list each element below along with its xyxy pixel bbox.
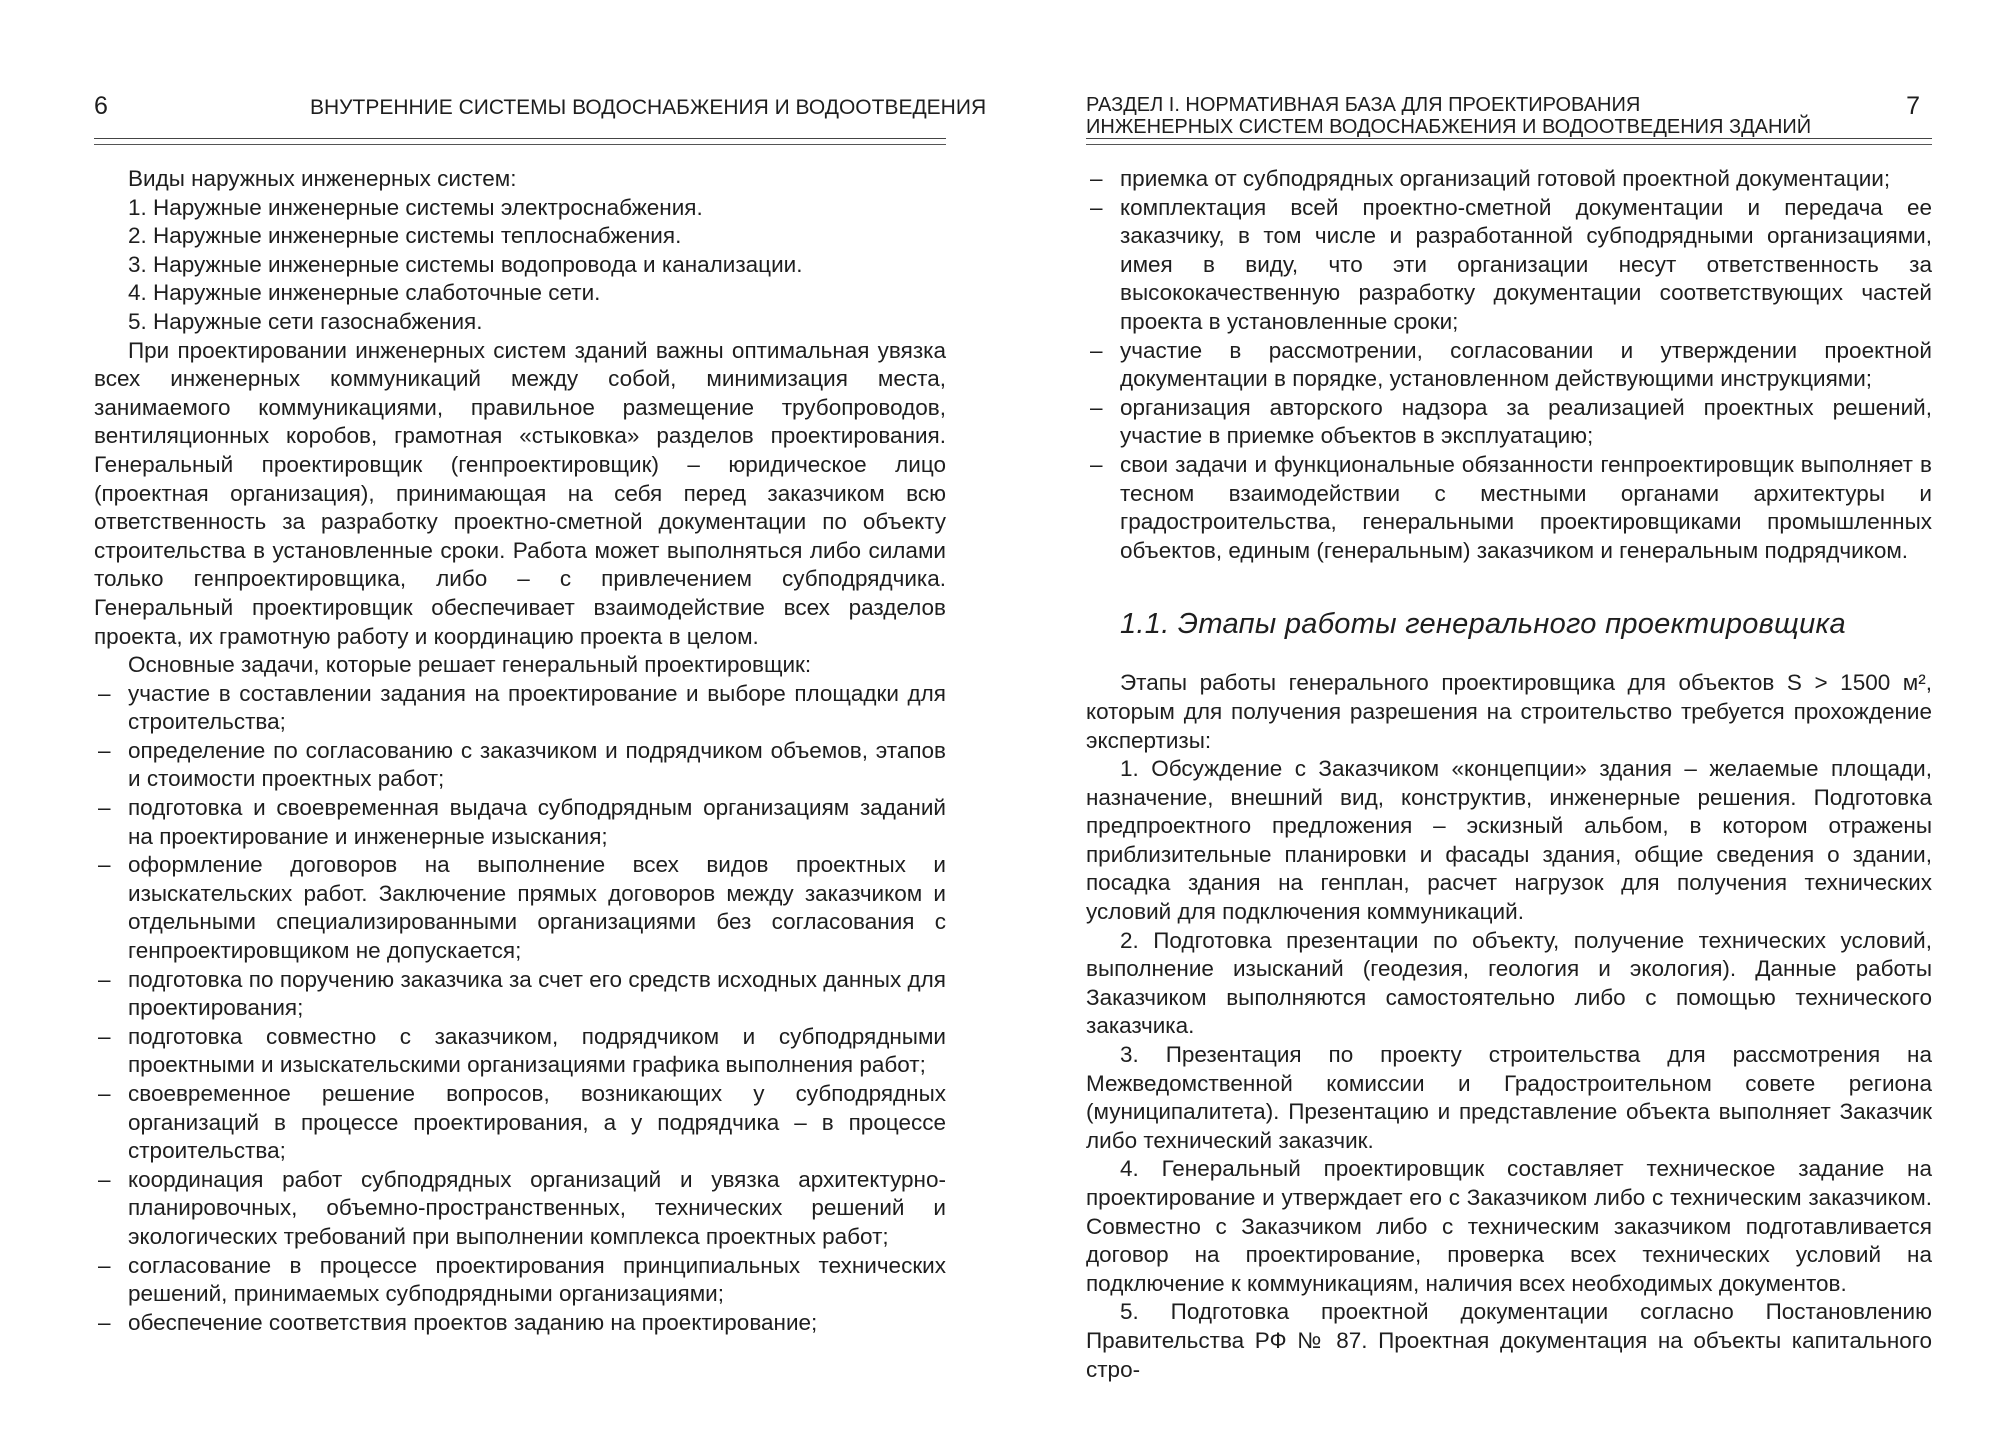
tasks-list (94, 680, 946, 1338)
types-intro: Виды наружных инженерных систем: (128, 166, 517, 191)
list-item: – подготовка по поручению заказчика за счет его средств исходных данных для проектирования; (94, 966, 946, 1023)
list-item: – подготовка совместно с заказчиком, подрядчиком и субподрядными проектными и изыскательскими организациями графика выполнения работ; (94, 1023, 946, 1080)
list-item: 1. Наружные инженерные системы электроснабжения. (128, 194, 703, 220)
list-item: 2. Наружные инженерные системы теплоснабжения. (128, 223, 682, 249)
list-item: – оформление договоров на выполнение всех видов проектных и изыскательских работ. Заключение прямых договоров между заказчиком и отдельными специализированными организациями без согласования с генпроектировщиком не допускается; (94, 851, 946, 965)
tasks-list-continued (1086, 165, 1932, 565)
page-number: 6 (94, 92, 108, 120)
running-head-line: РАЗДЕЛ I. НОРМАТИВНАЯ БАЗА ДЛЯ ПРОЕКТИРОВАНИЯ (1086, 94, 1641, 116)
stage-item: 1. Обсуждение с Заказчиком «концепции» здания – желаемые площади, назначение, внешний вид, конструктив, инженерные решения. Подготовка предпроектного предложения – эскизный альбом, в котором отражены приблизительные планировки и фасады здания, общие сведения о здании, посадка здания на генплан, расчет нагрузок для получения технических условий для подключения коммуникаций. (1086, 756, 1932, 925)
stage-item: 2. Подготовка презентации по объекту, получение технических условий, выполнение изысканий (геодезия, геология и экология). Данные работы Заказчиком выполняются самостоятельно либо с помощью технического заказчика. (1086, 927, 1932, 1039)
list-item: – участие в составлении задания на проектирование и выборе площадки для строительства; (94, 680, 946, 737)
header-rule (94, 138, 946, 139)
list-item: 5. Наружные сети газоснабжения. (128, 308, 483, 334)
header-rule (1086, 144, 1932, 145)
list-item: – своевременное решение вопросов, возникающих у субподрядных организаций в процессе проектирования, а у подрядчика – в процессе строительства; (94, 1080, 946, 1166)
list-item: – комплектация всей проектно-сметной документации и передача ее заказчику, в том числе и разработанной субподрядными организациями, имея в виду, что эти организации несут ответственность за высококачественную разработку документации соответствующих частей проекта в установленные сроки; (1086, 194, 1932, 337)
running-head (1086, 94, 1811, 138)
right-page (1000, 0, 2000, 1446)
stage-item: 3. Презентация по проекту строительства для рассмотрения на Межведомственной комиссии и Градостроительном совете региона (муниципалитета). Презентацию и представление объекта выполняет Заказчик либо технический заказчик. (1086, 1042, 1932, 1153)
paragraph: При проектировании инженерных систем зданий важны оптимальная увязка всех инженерных коммуникаций между собой, минимизация места, занимаемого коммуникациями, правильное размещение трубопроводов, вентиляционных коробов, грамотная «стыковка» разделов проектирования. Генеральный проектировщик (генпроектировщик) – юридическое лицо (проектная организация), принимающая на себя перед заказчиком всю ответственность за разработку проектно-сметной документации по объекту строительства в установленные сроки. Работа может выполняться либо силами только генпроектировщика, либо – с привлечением субподрядчика. Генеральный проектировщик обеспечивает взаимодействие всех разделов проекта, их грамотную работу и координацию проекта в целом. (94, 337, 946, 649)
tasks-intro: Основные задачи, которые решает генеральный проектировщик: (128, 652, 812, 678)
list-item: 4. Наружные инженерные слаботочные сети. (128, 280, 601, 306)
section-title: 1.1. Этапы работы генерального проектировщика (1120, 608, 1846, 641)
stage-item: 4. Генеральный проектировщик составляет техническое задание на проектирование и утверждает его с Заказчиком либо с техническим заказчиком. Совместно с Заказчиком либо с техническим заказчиком подготавливается договор на проектирование, проверка всех технических условий на подключение к коммуникациям, наличия всех необходимых документов. (1086, 1156, 1932, 1296)
page-body (1086, 165, 1932, 1384)
list-item: – определение по согласованию с заказчиком и подрядчиком объемов, этапов и стоимости проектных работ; (94, 737, 946, 794)
header-rule (1086, 138, 1932, 139)
list-item: – координация работ субподрядных организаций и увязка архитектурно-планировочных, объемно-пространственных, технических решений и экологических требований при выполнении комплекса проектных работ; (94, 1166, 946, 1252)
running-head-line: ИНЖЕНЕРНЫХ СИСТЕМ ВОДОСНАБЖЕНИЯ И ВОДООТВЕДЕНИЯ ЗДАНИЙ (1086, 116, 1812, 138)
page-number: 7 (1906, 92, 1920, 120)
list-item: – приемка от субподрядных организаций готовой проектной документации; (1086, 165, 1932, 194)
list-item: 3. Наружные инженерные системы водопровода и канализации. (128, 251, 803, 277)
list-item: – подготовка и своевременная выдача субподрядным организациям заданий на проектирование и инженерные изыскания; (94, 794, 946, 851)
header-rule (94, 144, 946, 145)
list-item: – организация авторского надзора за реализацией проектных решений, участие в приемке объектов в эксплуатацию; (1086, 394, 1932, 451)
list-item: – обеспечение соответствия проектов заданию на проектирование; (94, 1309, 946, 1338)
section-intro: Этапы работы генерального проектировщика для объектов S > 1500 м², которым для получения разрешения на строительство требуется прохождение экспертизы: (1086, 670, 1932, 753)
list-item: – участие в рассмотрении, согласовании и утверждении проектной документации в порядке, установленном действующими инструкциями; (1086, 337, 1932, 394)
list-item: – свои задачи и функциональные обязанности генпроектировщик выполняет в тесном взаимодействии с местными органами архитектуры и градостроительства, генеральными проектировщиками промышленных объектов, единым (генеральным) заказчиком и генеральным подрядчиком. (1086, 451, 1932, 565)
page-body (94, 165, 946, 1337)
stage-item: 5. Подготовка проектной документации согласно Постановлению Правительства РФ № 87. Проектная документация на объекты капитального стро- (1086, 1299, 1932, 1382)
running-head: ВНУТРЕННИЕ СИСТЕМЫ ВОДОСНАБЖЕНИЯ И ВОДООТВЕДЕНИЯ (310, 96, 987, 119)
list-item: – согласование в процессе проектирования принципиальных технических решений, принимаемых субподрядными организациями; (94, 1252, 946, 1309)
